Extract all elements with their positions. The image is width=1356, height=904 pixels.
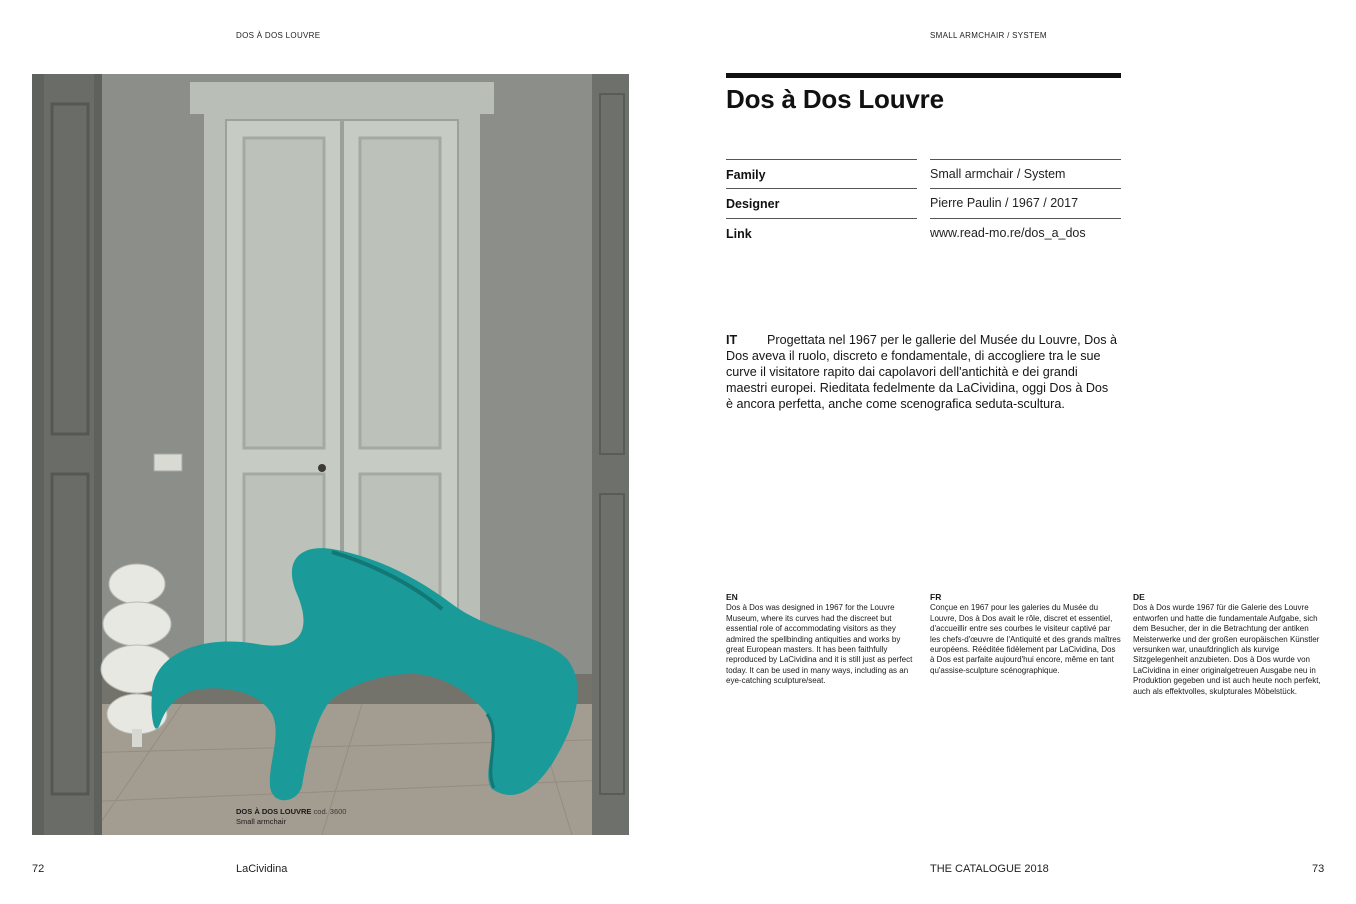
divider	[930, 159, 1121, 160]
spec-row-link	[726, 218, 1121, 248]
caption-code: cod. 3600	[313, 807, 347, 816]
spec-row-family	[726, 159, 1121, 189]
spec-value: Small armchair / System	[930, 167, 1066, 181]
language-code-de: DE	[1133, 592, 1145, 602]
language-code-en: EN	[726, 592, 738, 602]
caption-subtitle: Small armchair	[236, 816, 287, 826]
italian-description	[726, 332, 1118, 412]
spec-label: Link	[726, 227, 752, 241]
catalogue-title: THE CATALOGUE 2018	[930, 863, 1049, 875]
divider	[726, 159, 917, 160]
column-fr	[930, 592, 1122, 676]
column-en	[726, 592, 918, 687]
spec-row-designer	[726, 188, 1121, 218]
caption-title: DOS À DOS LOUVRE	[236, 807, 312, 816]
running-head-left: DOS À DOS LOUVRE	[236, 31, 321, 40]
page-number-left: 72	[32, 863, 45, 875]
divider	[726, 188, 917, 189]
product-photo	[32, 74, 629, 835]
italian-text: Progettata nel 1967 per le gallerie del Musée du Louvre, Dos à Dos aveva il ruolo, discreto e fondamentale, di accogliere tra le sue curve il visitatore rapito dai capolavori dell'antichità e dei grandi maestri europei. Rieditata fedelmente da LaCividina, oggi Dos à Dos è ancora perfetta, anche come scenografica seduta-scultura.	[726, 333, 1118, 412]
divider	[930, 188, 1121, 189]
running-head-right: SMALL ARMCHAIR / SYSTEM	[930, 31, 1047, 40]
german-text: Dos à Dos wurde 1967 für die Galerie des Louvre entworfen und hatte die fundamentale Aufgabe, sich dem Besucher, der in die Betrachtung der antiken Meisterwerke und der großen europäischen Künstler versunken war, unaufdringlich als kurvige Sitzgelegenheit anzubieten. Dos à Dos wurde von LaCividina in einer originalgetreuen Ausgabe neu in Produktion gegeben und ist auch heute noch perfekt, auch als effektvolles, skulpturales Möbelstück.	[1133, 603, 1321, 696]
spec-value: Pierre Paulin / 1967 / 2017	[930, 196, 1079, 210]
spec-label: Family	[726, 168, 766, 182]
spec-link[interactable]: www.read-mo.re/dos_a_dos	[930, 226, 1086, 240]
photo-caption	[236, 807, 346, 826]
divider	[726, 218, 917, 219]
page-number-right: 73	[1312, 863, 1325, 875]
language-code-it: IT	[726, 333, 738, 347]
page-title: Dos à Dos Louvre	[726, 84, 944, 114]
column-de	[1133, 592, 1329, 697]
spec-label: Designer	[726, 197, 780, 211]
french-text: Conçue en 1967 pour les galeries du Musée du Louvre, Dos à Dos avait le rôle, discret et essentiel, d'accueillir entre ses courbes le visiteur captivé par les chefs-d'œuvre de l'Antiquité et des grands maîtres européens. Rééditée fidèlement par LaCividina, Dos à Dos est parfaite aujourd'hui encore, même en tant qu'assise-sculpture scénographique.	[930, 603, 1121, 675]
divider	[930, 218, 1121, 219]
english-text: Dos à Dos was designed in 1967 for the Louvre Museum, where its curves had the discreet but essential role of accommodating visitors as they admired the spellbinding antiquities and works by great European masters. It has been faithfully reproduced by LaCividina and it is still just as perfect today. It can be used in many ways, including as an eye-catching sculpture/seat.	[726, 603, 913, 686]
title-rule	[726, 73, 1121, 78]
language-code-fr: FR	[930, 592, 942, 602]
brand-name: LaCividina	[236, 863, 288, 875]
